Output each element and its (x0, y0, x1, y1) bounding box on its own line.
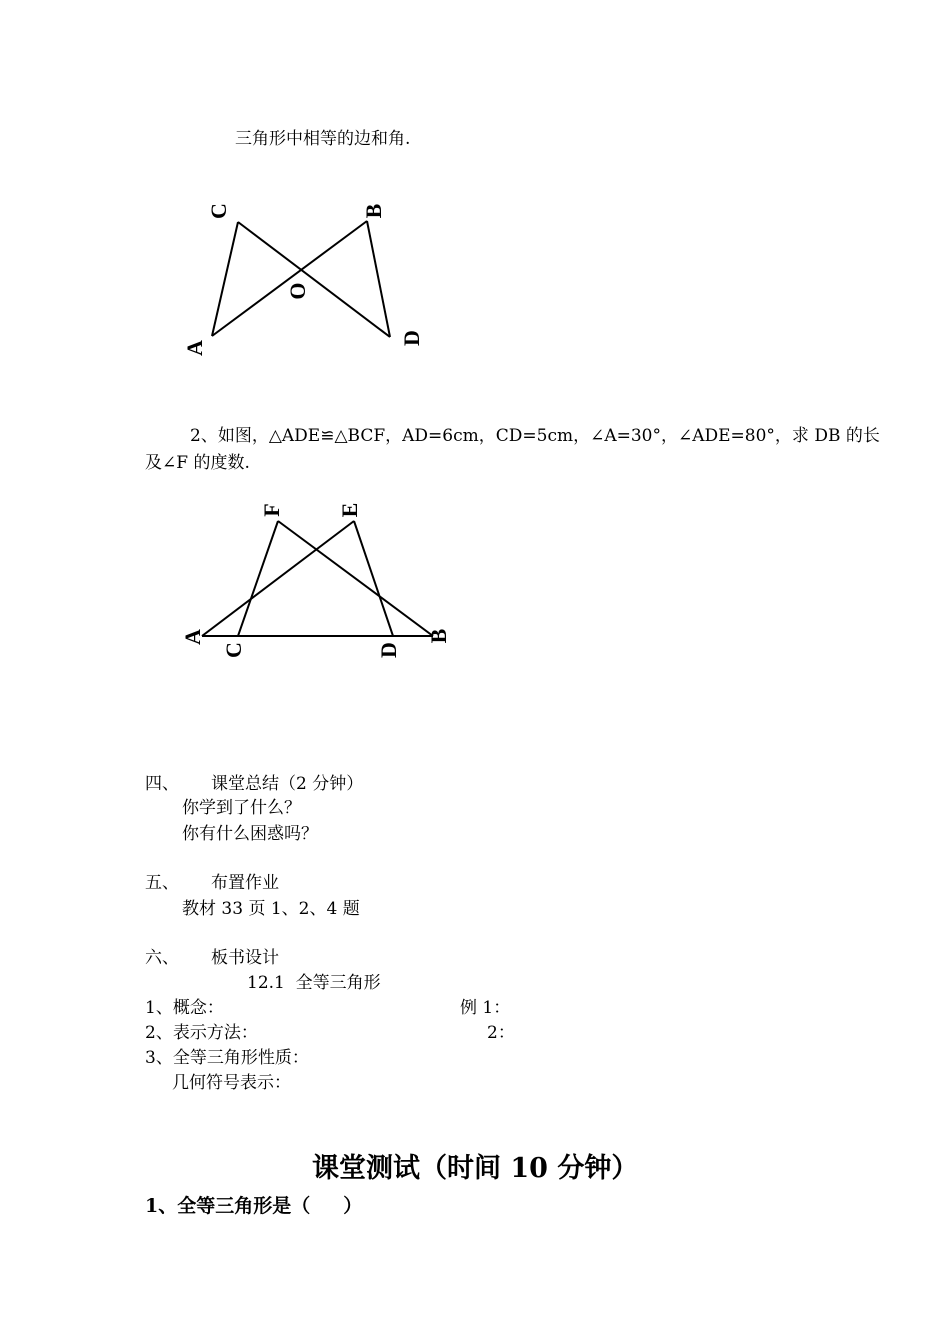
segment-ED (354, 521, 393, 636)
label-O: O (285, 282, 310, 300)
board-row-right: 例 1： (460, 998, 511, 1018)
label-B: B (361, 203, 386, 219)
label-B: B (426, 628, 451, 644)
section-4-title: 课堂总结（2 分钟） (211, 774, 364, 794)
label-C: C (206, 203, 231, 219)
board-title: 12.1 全等三角形 (247, 973, 381, 993)
label-A: A (182, 340, 207, 356)
segment-FB (278, 521, 433, 636)
section-6-number: 六、 (145, 948, 179, 968)
board-row-left: 1、概念： (145, 998, 224, 1018)
board-row-left: 3、全等三角形性质： (145, 1048, 309, 1068)
problem-2-line-2: 及∠F 的度数. (145, 453, 250, 473)
figure-2-lines (202, 521, 433, 636)
section-4-number: 四、 (145, 774, 179, 794)
section-4-item: 你有什么困惑吗？ (182, 824, 318, 844)
board-row-left: 几何符号表示： (172, 1073, 291, 1093)
label-D: D (376, 642, 401, 658)
board-row-left: 2、表示方法： (145, 1023, 258, 1043)
segment-AE (202, 521, 354, 636)
segment-FC (238, 521, 278, 636)
label-A: A (180, 629, 205, 645)
problem-2-line-1: 2、如图，△ADE≌△BCF，AD=6cm，CD=5cm，∠A=30°，∠ADE=80°，求 DB 的长 (190, 426, 880, 446)
label-E: E (337, 502, 362, 518)
section-5-number: 五、 (145, 873, 179, 893)
test-question-1: 1、全等三角形是（ ） (145, 1195, 363, 1217)
label-C: C (221, 642, 246, 658)
section-5-title: 布置作业 (211, 873, 279, 893)
section-5-item: 教材 33 页 1、2、4 题 (182, 899, 360, 919)
board-row-right: 2： (487, 1023, 515, 1043)
intro-line: 三角形中相等的边和角. (235, 129, 411, 149)
section-6-title: 板书设计 (211, 948, 279, 968)
test-heading: 课堂测试（时间 10 分钟） (312, 1153, 639, 1184)
section-4-item: 你学到了什么？ (182, 798, 301, 818)
label-D: D (399, 330, 424, 346)
label-F: F (259, 503, 284, 517)
